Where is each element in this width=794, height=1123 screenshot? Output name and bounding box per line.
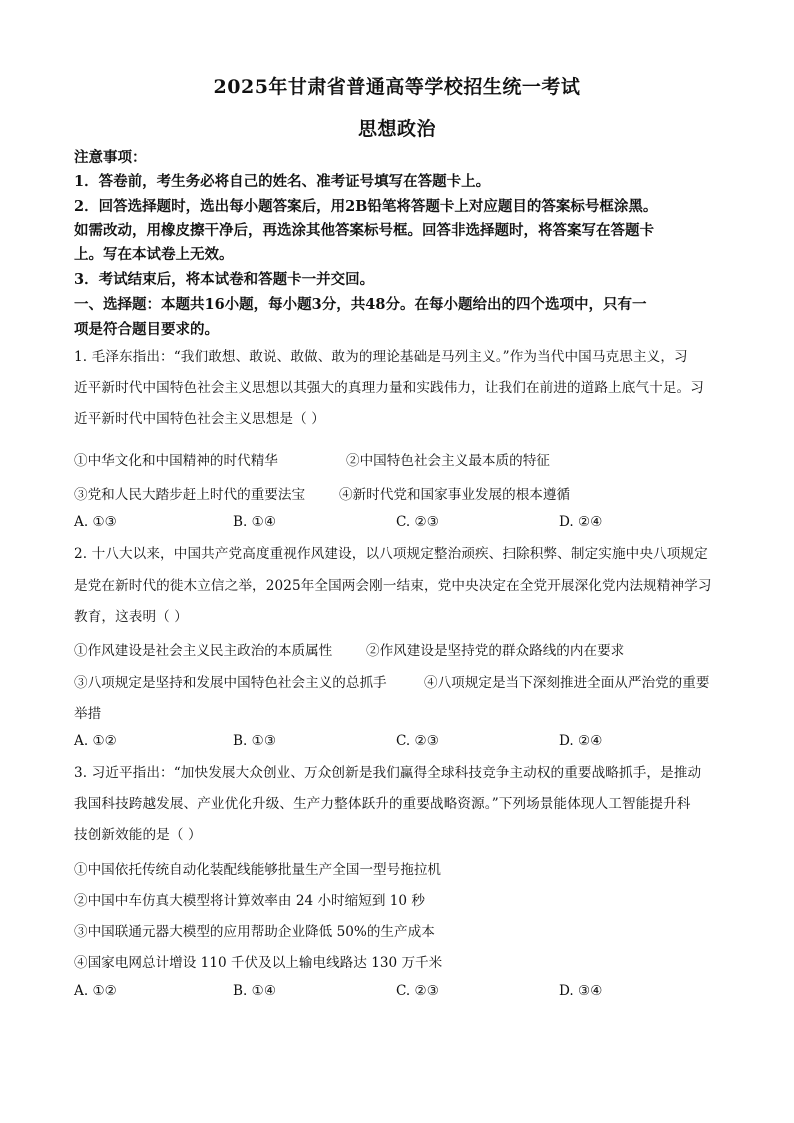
section-heading: 一、选择题：本题共16小题，每小题3分，共48分。在每小题给出的四个选项中，只有一	[74, 296, 647, 313]
q1-statement-1: ①中华文化和中国精神的时代精华	[74, 453, 278, 469]
q2-statement-4: ④八项规定是当下深刻推进全面从严治党的重要	[424, 675, 710, 691]
note-item: 如需改动，用橡皮擦干净后，再选涂其他答案标号框。回答非选择题时，将答案写在答题卡	[74, 222, 654, 239]
question-2-stem: 2. 十八大以来，中国共产党高度重视作风建设，以八项规定整治顽疾、扫除积弊、制定实施中央八项规定	[74, 546, 708, 562]
question-3-stem: 技创新效能的是（ ）	[74, 827, 202, 843]
q1-option-d: D. ②④	[559, 514, 603, 530]
q2-statement-1: ①作风建设是社会主义民主政治的本质属性	[74, 643, 333, 659]
q2-option-a: A. ①②	[74, 733, 117, 749]
q3-option-c: C. ②③	[396, 983, 439, 999]
q3-statement-4: ④国家电网总计增设 110 千伏及以上输电线路达 130 万千米	[74, 955, 443, 971]
question-3-stem: 3. 习近平指出：“加快发展大众创业、万众创新是我们赢得全球科技竞争主动权的重要战略抓手，是推动	[74, 765, 702, 781]
q1-statement-4: ④新时代党和国家事业发展的根本遵循	[339, 487, 571, 503]
question-3-stem: 我国科技跨越发展、产业优化升级、生产力整体跃升的重要战略资源。”下列场景能体现人工智能提升科	[74, 796, 691, 812]
q3-option-a: A. ①②	[74, 983, 117, 999]
q2-statement-2: ②作风建设是坚持党的群众路线的内在要求	[366, 643, 625, 659]
q1-statement-3: ③党和人民大踏步赶上时代的重要法宝	[74, 487, 306, 503]
q3-statement-3: ③中国联通元器大模型的应用帮助企业降低 50%的生产成本	[74, 924, 435, 940]
section-heading: 项是符合题目要求的。	[74, 321, 219, 338]
q2-statement-4-cont: 举措	[74, 706, 102, 722]
q1-option-c: C. ②③	[396, 514, 439, 530]
q1-option-a: A. ①③	[74, 514, 117, 530]
q3-option-b: B. ①④	[233, 983, 277, 999]
q2-option-d: D. ②④	[559, 733, 603, 749]
exam-subject: 思想政治	[357, 118, 436, 140]
q3-option-d: D. ③④	[559, 983, 603, 999]
note-item: 2．回答选择题时，选出每小题答案后，用2B铅笔将答题卡上对应题目的答案标号框涂黑。	[74, 198, 658, 215]
question-1-stem: 近平新时代中国特色社会主义思想是（ ）	[74, 411, 325, 427]
question-1-stem: 近平新时代中国特色社会主义思想以其强大的真理力量和实践伟力，让我们在前进的道路上底气十足。习	[74, 380, 704, 396]
question-2-stem: 是党在新时代的徙木立信之举，2025年全国两会刚一结束，党中央决定在全党开展深化党内法规精神学习	[74, 578, 712, 594]
q1-option-b: B. ①④	[233, 514, 277, 530]
note-item: 1．答卷前，考生务必将自己的姓名、准考证号填写在答题卡上。	[74, 173, 491, 190]
note-item: 3．考试结束后，将本试卷和答题卡一并交回。	[74, 271, 375, 288]
question-1-stem: 1. 毛泽东指出：“我们敢想、敢说、敢做、敢为的理论基础是马列主义。”作为当代中国马克思主义，习	[74, 349, 688, 365]
q2-option-c: C. ②③	[396, 733, 439, 749]
q2-option-b: B. ①③	[233, 733, 277, 749]
q1-statement-2: ②中国特色社会主义最本质的特征	[346, 453, 550, 469]
q3-statement-2: ②中国中车仿真大模型将计算效率由 24 小时缩短到 10 秒	[74, 893, 425, 909]
notes-heading: 注意事项：	[74, 149, 147, 166]
q3-statement-1: ①中国依托传统自动化装配线能够批量生产全国一型号拖拉机	[74, 862, 442, 878]
q2-statement-3: ③八项规定是坚持和发展中国特色社会主义的总抓手	[74, 675, 387, 691]
exam-title: 2025年甘肃省普通高等学校招生统一考试	[213, 76, 581, 98]
note-item: 上。写在本试卷上无效。	[74, 246, 234, 263]
question-2-stem: 教育，这表明（ ）	[74, 609, 188, 625]
